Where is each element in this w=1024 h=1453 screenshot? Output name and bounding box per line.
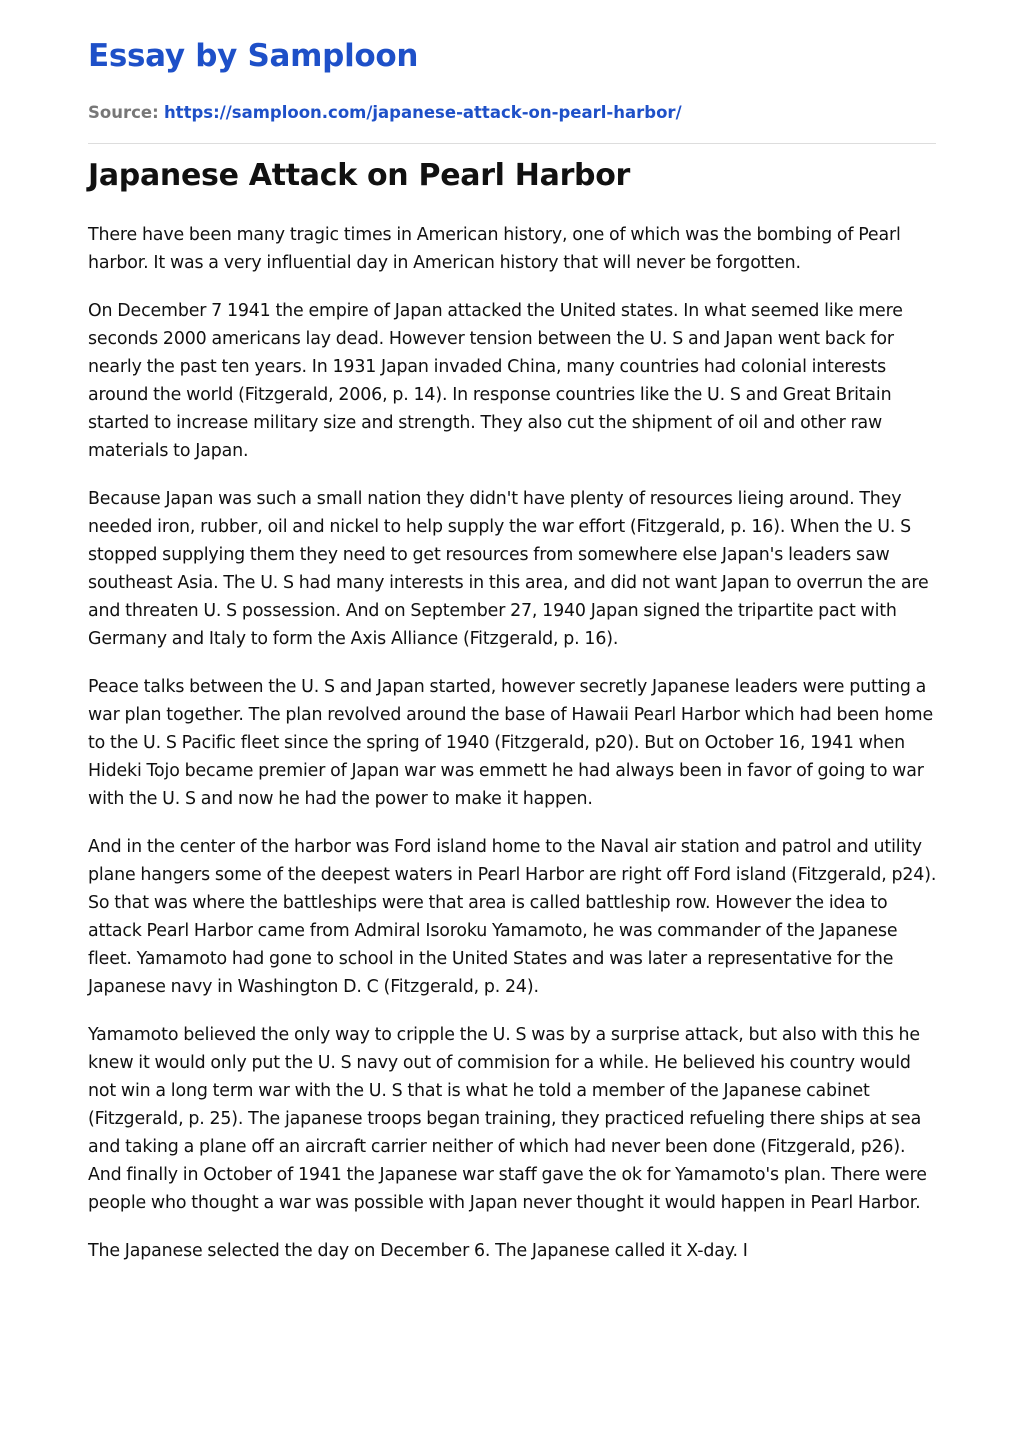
essay-paragraph: Yamamoto believed the only way to cripple the U. S was by a surprise attack, but also with this he knew it would only put the U. S navy out of commision for a while. He believed his country would not win a long term war with the U. S that is what he told a member of the Japanese cabinet (Fitzgerald, p. 25). The japanese troops began training, they practiced refueling there ships at sea and taking a plane off an aircraft carrier neither of which had never been done (Fitzgerald, p26). And finally in October of 1941 the Japanese war staff gave the ok for Yamamoto's plan. There were people who thought a war was possible with Japan never thought it would happen in Pearl Harbor.	[88, 1025, 927, 1213]
essay-paragraph: There have been many tragic times in American history, one of which was the bombing of Pearl harbor. It was a very influential day in American history that will never be forgotten.	[88, 225, 901, 273]
source-label: Source:	[88, 103, 159, 122]
source-line	[88, 101, 682, 125]
site-brand: Essay by Samploon	[88, 38, 419, 74]
essay-paragraph: On December 7 1941 the empire of Japan attacked the United states. In what seemed like mere seconds 2000 americans lay dead. However tension between the U. S and Japan went back for nearly the past ten years. In 1931 Japan invaded China, many countries had colonial interests around the world (Fitzgerald, 2006, p. 14). In response countries like the U. S and Great Britain started to increase military size and strength. They also cut the shipment of oil and other raw materials to Japan.	[88, 301, 903, 461]
essay-paragraph: Peace talks between the U. S and Japan started, however secretly Japanese leaders were putting a war plan together. The plan revolved around the base of Hawaii Pearl Harbor which had been home to the U. S Pacific fleet since the spring of 1940 (Fitzgerald, p20). But on October 16, 1941 when Hideki Tojo became premier of Japan war was emmett he had always been in favor of going to war with the U. S and now he had the power to make it happen.	[88, 677, 933, 809]
header-divider	[88, 143, 936, 144]
essay-title: Japanese Attack on Pearl Harbor	[88, 158, 631, 193]
essay-body	[88, 221, 938, 1285]
essay-paragraph: Because Japan was such a small nation they didn't have plenty of resources lieing around. They needed iron, rubber, oil and nickel to help supply the war effort (Fitzgerald, p. 16). When the U. S stopped supplying them they need to get resources from somewhere else Japan's leaders saw southeast Asia. The U. S had many interests in this area, and did not want Japan to overrun the are and threaten U. S possession. And on September 27, 1940 Japan signed the tripartite pact with Germany and Italy to form the Axis Alliance (Fitzgerald, p. 16).	[88, 489, 929, 649]
essay-paragraph: The Japanese selected the day on December 6. The Japanese called it X-day. I	[88, 1241, 748, 1261]
source-link[interactable]: https://samploon.com/japanese-attack-on-pearl-harbor/	[163, 103, 682, 122]
essay-paragraph: And in the center of the harbor was Ford island home to the Naval air station and patrol and utility plane hangers some of the deepest waters in Pearl Harbor are right off Ford island (Fitzgerald, p24). So that was where the battleships were that area is called battleship row. However the idea to attack Pearl Harbor came from Admiral Isoroku Yamamoto, he was commander of the Japanese fleet. Yamamoto had gone to school in the United States and was later a representative for the Japanese navy in Washington D. C (Fitzgerald, p. 24).	[88, 837, 937, 997]
